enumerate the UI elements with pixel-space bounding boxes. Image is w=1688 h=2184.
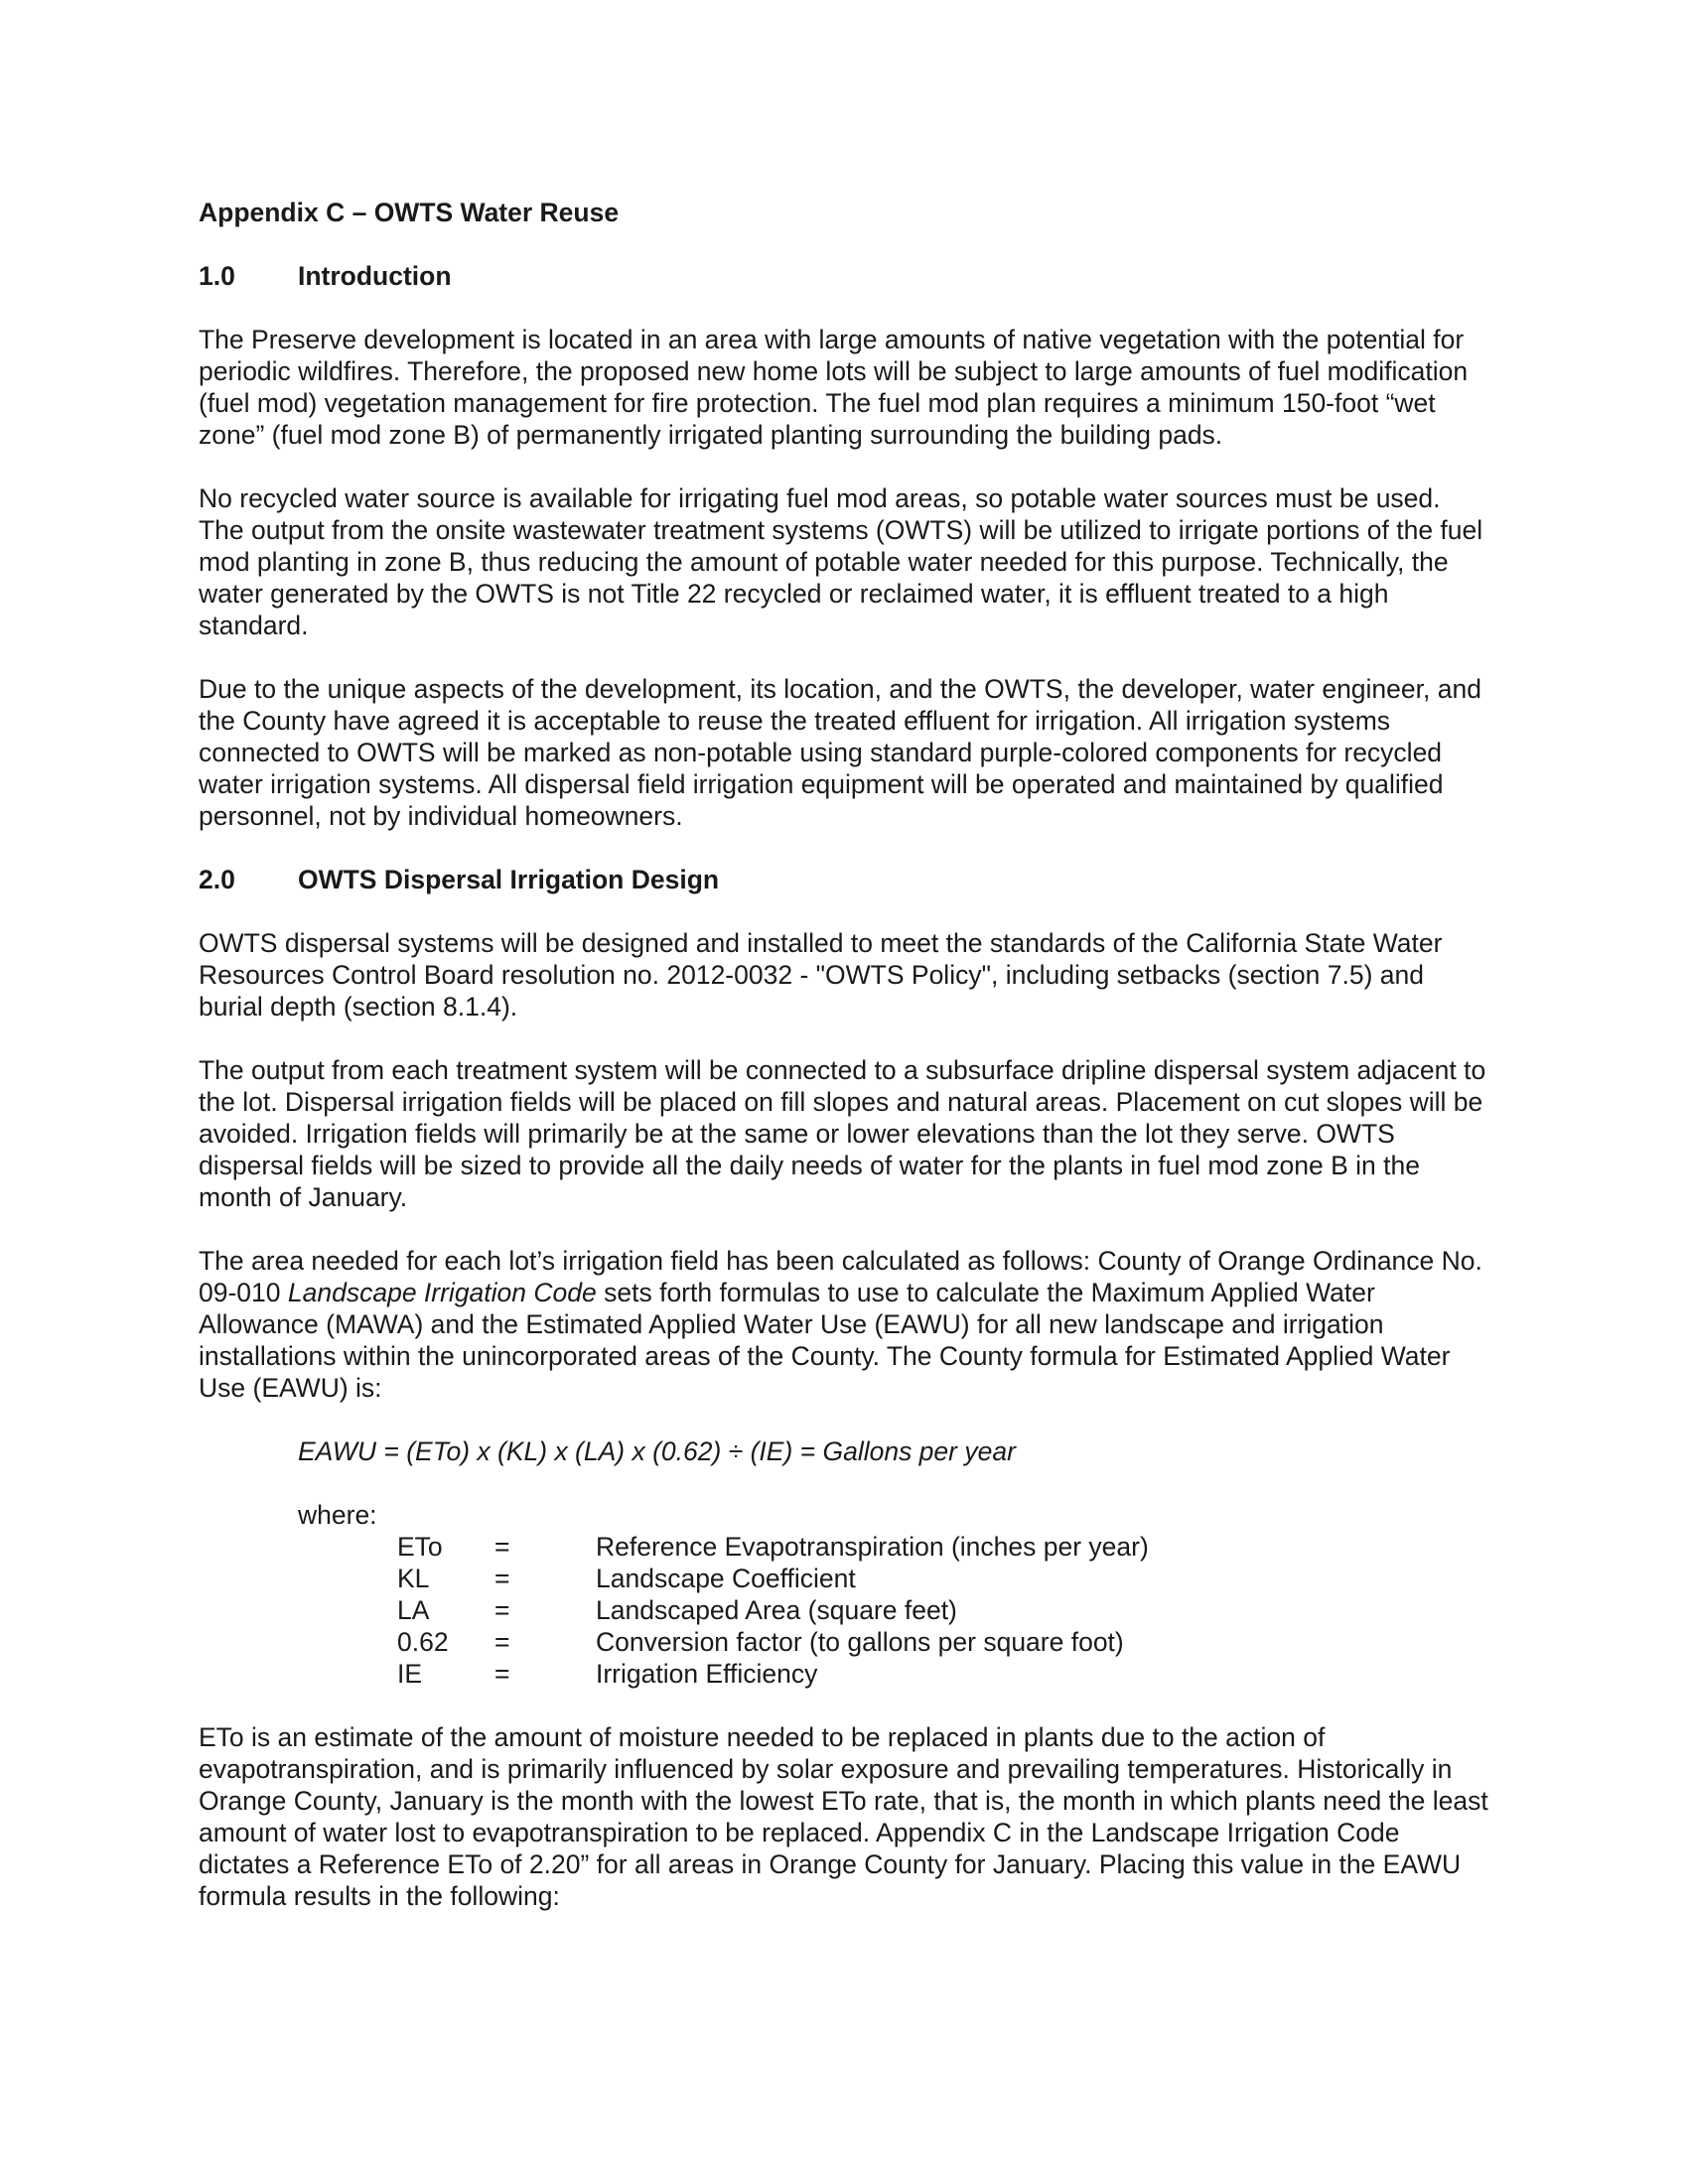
- variable-description: Irrigation Efficiency: [596, 1659, 818, 1689]
- document-title: Appendix C – OWTS Water Reuse: [199, 198, 620, 227]
- equals-sign: =: [494, 1564, 510, 1593]
- variable-symbol: ETo: [397, 1532, 443, 1562]
- variable-description: Landscape Coefficient: [596, 1564, 856, 1593]
- paragraph: The Preserve development is located in an area with large amounts of native vegetation with the potential for periodic wildfires. Therefore, the proposed new home lots will be subject to large amounts of fuel modification (fuel mod) vegetation management for fire protection. The fuel mod plan requires a minimum 150-foot “wet zone” (fuel mod zone B) of permanently irrigated planting surrounding the building pads.: [199, 325, 1469, 450]
- variable-row: [397, 1658, 1489, 1690]
- variable-symbol: KL: [397, 1564, 430, 1593]
- equals-sign: =: [494, 1595, 510, 1625]
- page-content: [199, 197, 1489, 1944]
- calc-text-after: sets forth formulas to use to calculate the Maximum Applied Water Allowance (MAWA) and the Estimated Applied Water Use (EAWU) for all new landscape and irrigation installations within the unincorporated areas of the County. The County formula for Estimated Applied Water Use (EAWU) is:: [199, 1278, 1451, 1403]
- variable-definitions: [298, 1499, 1489, 1690]
- variable-symbol: LA: [397, 1595, 430, 1625]
- variable-row: [397, 1626, 1489, 1658]
- variable-row: [397, 1563, 1489, 1594]
- paragraph: ETo is an estimate of the amount of moisture needed to be replaced in plants due to the action of evapotranspiration, and is primarily influenced by solar exposure and prevailing temperatures. Historically in Orange County, January is the month with the lowest ETo rate, that is, the month in which plants need the least amount of water lost to evapotranspiration to be replaced. Appendix C in the Landscape Irrigation Code dictates a Reference ETo of 2.20” for all areas in Orange County for January. Placing this value in the EAWU formula results in the following:: [199, 1722, 1488, 1911]
- paragraph: No recycled water source is available for irrigating fuel mod areas, so potable water sources must be used. The output from the onsite wastewater treatment systems (OWTS) will be utilized to irrigate portions of the fuel mod planting in zone B, thus reducing the amount of potable water needed for this purpose. Technically, the water generated by the OWTS is not Title 22 recycled or reclaimed water, it is effluent treated to a high standard.: [199, 483, 1483, 640]
- calculation-paragraph: [199, 1245, 1489, 1404]
- paragraph: The output from each treatment system will be connected to a subsurface dripline dispersal system adjacent to the lot. Dispersal irrigation fields will be placed on fill slopes and natural areas. Placement on cut slopes will be avoided. Irrigation fields will primarily be at the same or lower elevations than the lot they serve. OWTS dispersal fields will be sized to provide all the daily needs of water for the plants in fuel mod zone B in the month of January.: [199, 1055, 1486, 1212]
- calc-text-before: The area needed for each lot’s irrigation field has been calculated as follows: County of Orange Ordinance No. 09-010: [199, 1246, 1482, 1307]
- variable-table: [397, 1531, 1489, 1690]
- section-number: 1.0: [199, 261, 235, 291]
- eawu-formula: EAWU = (ETo) x (KL) x (LA) x (0.62) ÷ (IE) = Gallons per year: [298, 1436, 1016, 1466]
- paragraph: OWTS dispersal systems will be designed and installed to meet the standards of the California State Water Resources Control Board resolution no. 2012-0032 - "OWTS Policy", including setbacks (section 7.5) and burial depth (section 8.1.4).: [199, 928, 1443, 1022]
- where-label: where:: [298, 1500, 377, 1530]
- equals-sign: =: [494, 1659, 510, 1689]
- paragraph: Due to the unique aspects of the development, its location, and the OWTS, the developer, water engineer, and the County have agreed it is acceptable to reuse the treated effluent for irrigation. All irrigation systems connected to OWTS will be marked as non-potable using standard purple-colored components for recycled water irrigation systems. All dispersal field irrigation equipment will be operated and maintained by qualified personnel, not by individual homeowners.: [199, 674, 1481, 831]
- variable-symbol: IE: [397, 1659, 423, 1689]
- code-title-italic: Landscape Irrigation Code: [287, 1278, 597, 1307]
- variable-description: Landscaped Area (square feet): [596, 1595, 957, 1625]
- equals-sign: =: [494, 1627, 510, 1657]
- section-title: OWTS Dispersal Irrigation Design: [298, 865, 720, 894]
- variable-symbol: 0.62: [397, 1627, 449, 1657]
- section-title: Introduction: [298, 261, 452, 291]
- section-heading-dispersal-design: [199, 864, 1489, 895]
- variable-row: [397, 1594, 1489, 1626]
- variable-row: [397, 1531, 1489, 1563]
- section-number: 2.0: [199, 865, 235, 894]
- variable-description: Conversion factor (to gallons per square foot): [596, 1627, 1124, 1657]
- equals-sign: =: [494, 1532, 510, 1562]
- variable-description: Reference Evapotranspiration (inches per year): [596, 1532, 1149, 1562]
- section-heading-introduction: [199, 260, 1489, 292]
